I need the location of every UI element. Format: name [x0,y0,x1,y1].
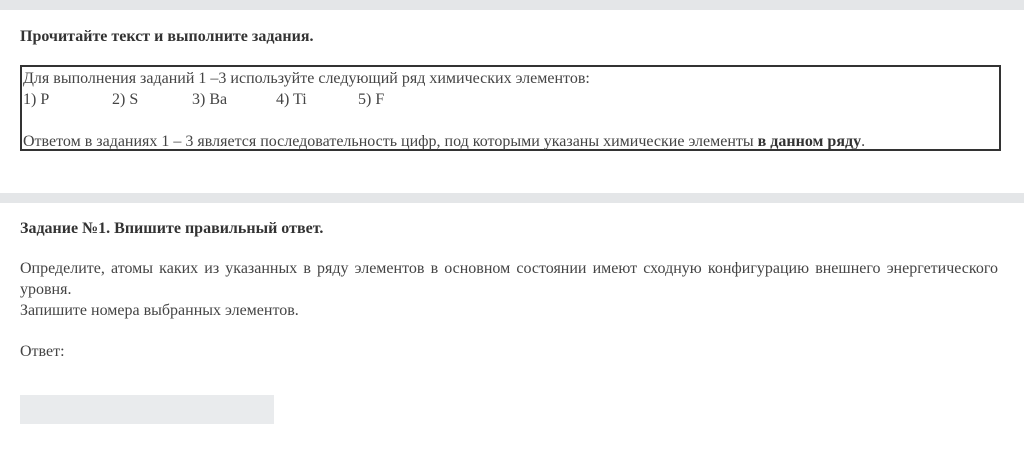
instruction-heading: Прочитайте текст и выполните задания. [20,28,314,45]
element-item-2: 2) S [112,91,139,108]
answer-label: Ответ: [20,343,65,360]
section-divider [0,193,1024,203]
info-box [20,65,1001,151]
task-instruction: Запишите номера выбранных элементов. [20,302,299,319]
answer-note [23,131,999,152]
element-item-5: 5) F [358,91,385,108]
element-item-1: 1) P [23,91,50,108]
top-divider [0,0,1024,10]
elements-row [23,89,999,110]
spacer [23,110,999,131]
answer-note-end: . [861,133,866,150]
element-item-4: 4) Ti [276,91,307,108]
answer-note-emphasis: в данном ряду [757,133,862,150]
task-title: Задание №1. Впишите правильный ответ. [20,220,324,237]
element-item-3: 3) Ba [192,91,228,108]
task-question: Определите, атомы каких из указанных в ряду элементов в основном состоянии имеют сходную конфигурацию внешнего энергетического уровня. [20,260,998,298]
task-body [20,258,998,321]
answer-note-text: Ответом в заданиях 1 – 3 является последовательность цифр, под которыми указаны химические элементы [23,133,758,150]
answer-input[interactable] [20,395,274,424]
info-intro: Для выполнения заданий 1 –3 используйте следующий ряд химических элементов: [23,70,590,87]
